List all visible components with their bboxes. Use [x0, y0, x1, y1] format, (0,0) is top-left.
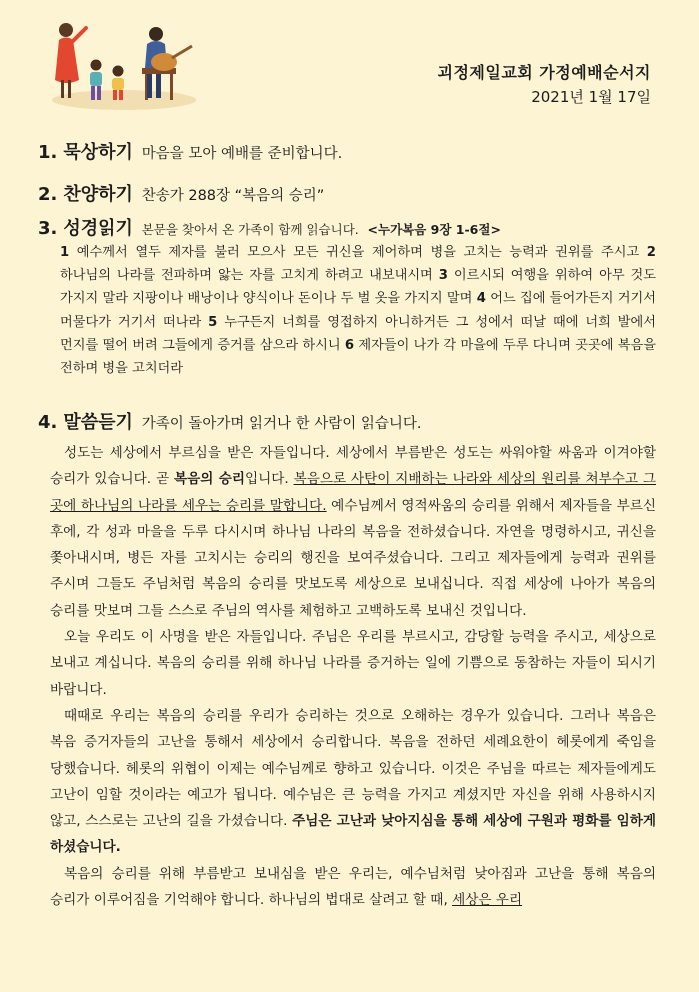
- worship-date: 2021년 1월 17일: [531, 88, 651, 106]
- scripture-passage: [60, 241, 656, 380]
- section-number: 3.: [38, 218, 58, 239]
- section-description: 마음을 모아 예배를 준비합니다.: [141, 146, 343, 162]
- underlined-sentence: 복음으로 사탄이 지배하는 나라와 세상의 원리를 쳐부수고 그 곳에 하나님의 나라를 세우는 승리를 말합니다.: [50, 471, 656, 514]
- verse-text: 어느 집에 들어가든지 거기서 머물다가 거기서 떠나라: [60, 291, 656, 330]
- church-title: 괴정제일교회 가정예배순서지: [437, 63, 651, 82]
- section-scripture-reading: [38, 214, 501, 240]
- section-title: 찬양하기: [63, 184, 133, 205]
- section-description: 가족이 돌아가며 읽거나 한 사람이 읽습니다.: [141, 416, 422, 432]
- section-title: 묵상하기: [63, 142, 133, 163]
- sermon-paragraph: 성도는 세상에서 부르심을 받은 자들입니다. 세상에서 부름받은 성도는 싸워야할 싸움과 이겨야할 승리가 있습니다. 곧 복음의 승리입니다. 복음으로 사탄이 지배하는 나라와 세상의 원리를 쳐부수고 그 곳에 하나님의 나라를 세우는 승리를 말합니다. 예수님께서 영적싸움의 승리를 위해서 제자들을 부르신 후에, 각 성과 마을을 두루 다시시며 하나님 나라의 복음을 전하셨습니다. 자연을 명령하시고, 귀신을 쫓아내시며, 병든 자를 고치시는 승리의 행진을 보여주셨습니다. 그리고 제자들에게 능력과 권위를 주시며 그들도 주님처럼 복음의 승리를 맛보도록 세상으로 보내십니다. 직접 세상에 나아가 복음의 승리를 맛보며 그들 스스로 주님의 역사를 체험하고 고백하도록 보내신 것입니다.: [50, 445, 656, 619]
- verse-text: 예수께서 열두 제자를 불러 모으사 모든 귀신을 제어하며 병을 고치는 능력과 권위를 주시고: [76, 245, 640, 260]
- verse-number: 6: [344, 337, 355, 353]
- family-worship-illustration: [46, 18, 196, 110]
- verse-number: 2: [646, 245, 656, 260]
- section-number: 2.: [38, 184, 58, 205]
- verse-text: 제자들이 나가 각 마을에 두루 다니며 곳곳에 복음을 전하며 병을 고치더라: [60, 337, 656, 377]
- section-title: 성경읽기: [63, 218, 133, 239]
- verse-number: 3: [438, 268, 448, 284]
- section-description: 찬송가 288장 “복음의 승리”: [141, 188, 325, 204]
- section-sermon: [38, 408, 422, 434]
- sermon-text: [50, 440, 656, 913]
- section-praise: [38, 180, 324, 206]
- verse-number: 1: [60, 245, 70, 260]
- verse-number: 4: [476, 291, 486, 307]
- emphasis-gospel-victory: 복음의 승리: [174, 471, 245, 488]
- section-number: 1.: [38, 142, 58, 163]
- verse-text: 누구든지 너희를 영접하지 아니하거든 그 성에서 떠날 때에 너희 발에서 먼지를 떨어 버려 그들에게 증거를 삼으라 하시니: [60, 314, 656, 353]
- section-meditation: [38, 138, 342, 164]
- bold-sentence: 주님은 고난과 낮아지심을 통해 세상에 구원과 평화를 임하게 하셨습니다.: [50, 813, 656, 856]
- section-number: 4.: [38, 412, 58, 433]
- scripture-reference: <누가복음 9장 1-6절>: [367, 222, 501, 237]
- section-description: 본문을 찾아서 온 가족이 함께 읽습니다.: [141, 222, 359, 237]
- sermon-paragraph: 오늘 우리도 이 사명을 받은 자들입니다. 주님은 우리를 부르시고, 감당할 능력을 주시고, 세상으로 보내고 계십니다. 복음의 승리를 위해 하나님 나라를 증거하는 일에 기쁨으로 동참하는 자들이 되시기 바랍니다.: [50, 629, 656, 698]
- section-title: 말씀듣기: [63, 412, 133, 433]
- sermon-paragraph: 때때로 우리는 복음의 승리를 우리가 승리하는 것으로 오해하는 경우가 있습니다. 그러나 복음은 복음 증거자들의 고난을 통해서 세상에서 승리합니다. 복음을 전하던 세례요한이 헤롯에게 죽임을 당했습니다. 헤롯의 위협이 이제는 예수님께로 향하고 있습니다. 이것은 주님을 따르는 제자들에게도 고난이 임할 것이라는 예고가 됩니다. 예수님은 큰 능력을 가지고 계셨지만 자신을 위해 사용하시지 않고, 스스로는 고난의 길을 가셨습니다. 주님은 고난과 낮아지심을 통해 세상에 구원과 평화를 임하게 하셨습니다.: [50, 707, 656, 856]
- verse-number: 5: [208, 314, 218, 330]
- underlined-phrase: 세상은 우리: [452, 892, 523, 909]
- sermon-paragraph: 복음의 승리를 위해 부름받고 보내심을 받은 우리는, 예수님처럼 낮아짐과 고난을 통해 복음의 승리가 이루어짐을 기억해야 합니다. 하나님의 법대로 살려고 할 때, 세상은 우리: [50, 865, 656, 909]
- verse-text: 이르시되 여행을 위하여 아무 것도 가지지 말라 지팡이나 배낭이나 양식이나 돈이나 두 벌 옷을 가지지 말며: [60, 268, 656, 307]
- verse-text: 하나님의 나라를 전파하며 앓는 자를 고치게 하려고 내보내시며: [60, 268, 433, 284]
